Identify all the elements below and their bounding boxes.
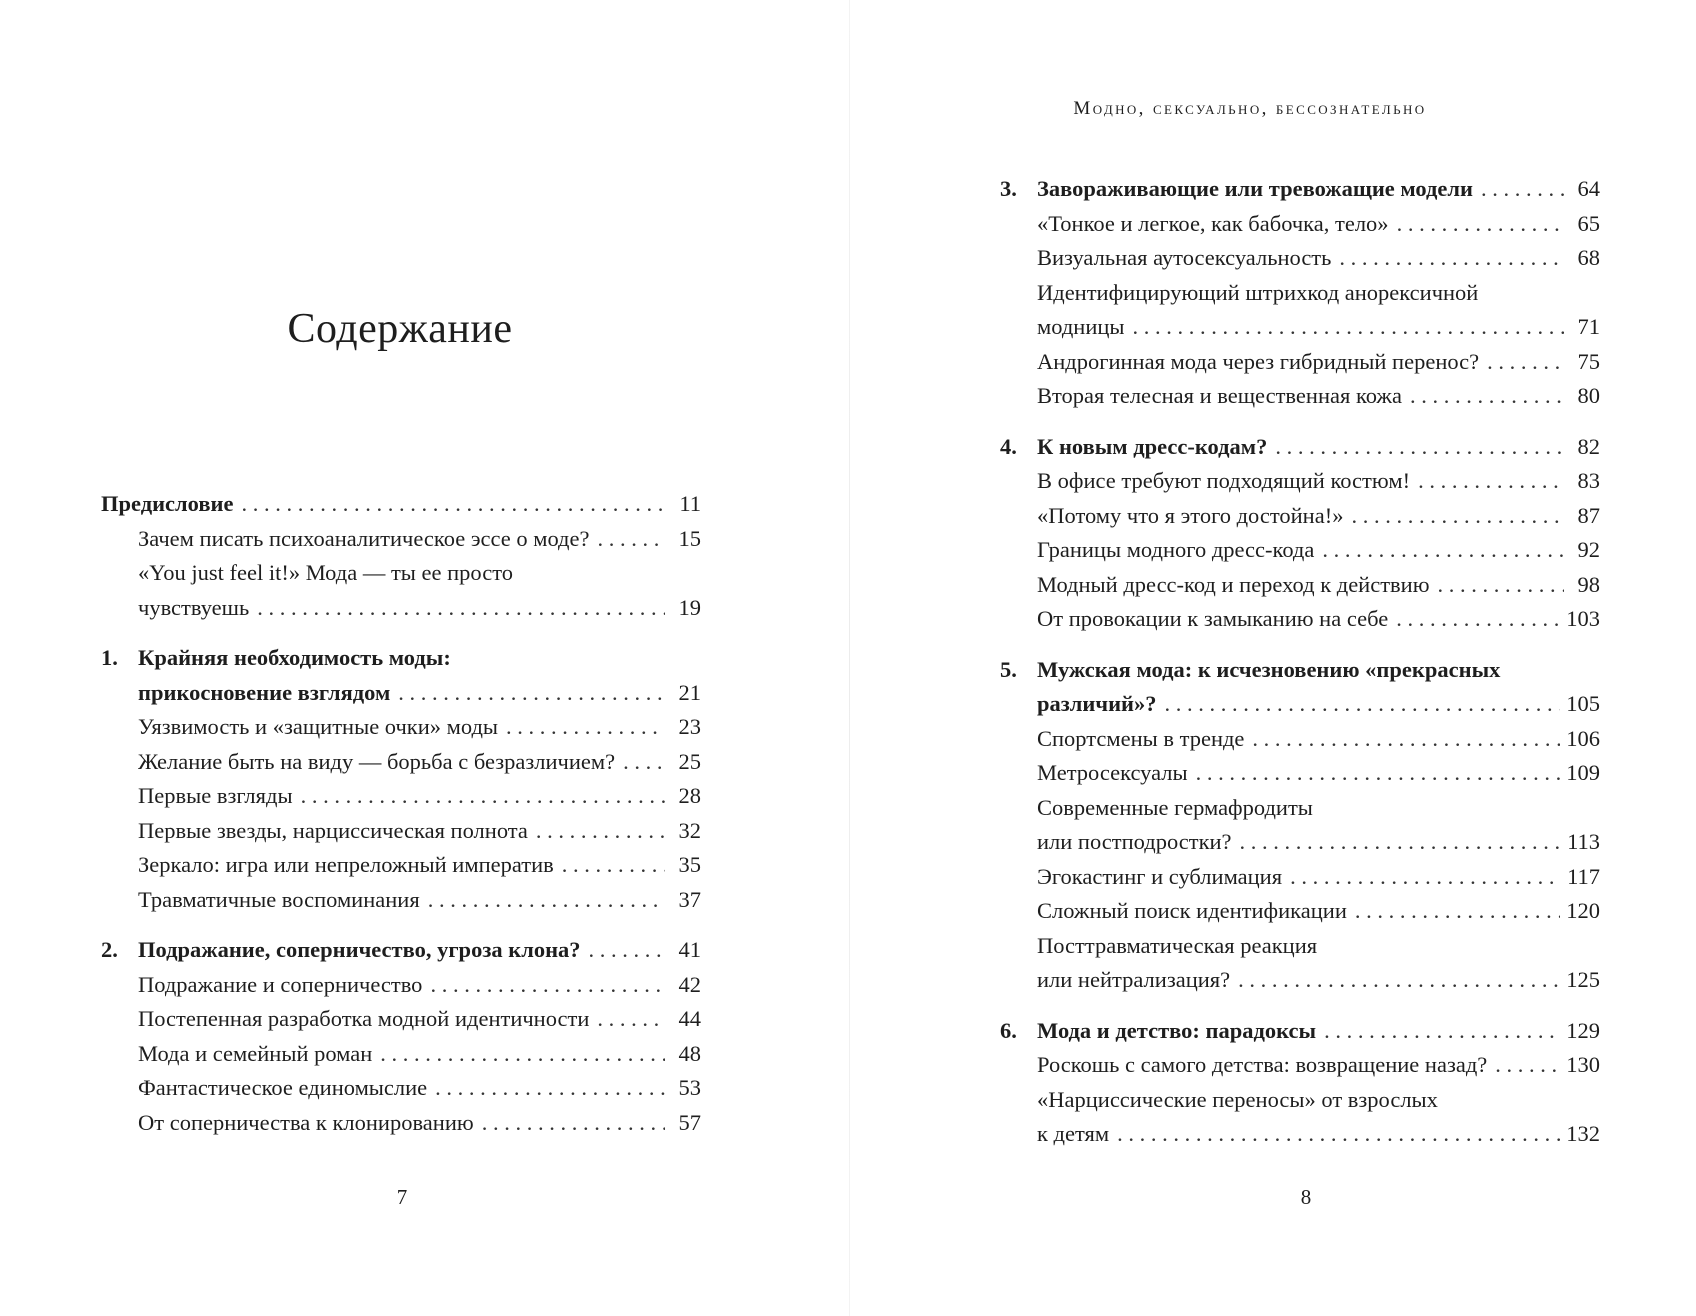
dot-leader — [1418, 464, 1564, 499]
section-line — [1000, 379, 1600, 414]
section-line — [1000, 894, 1600, 929]
page-number: 113 — [1567, 829, 1600, 854]
page-number: 19 — [678, 594, 701, 620]
section-title: Визуальная аутосексуальность — [1037, 245, 1332, 270]
dot-leader — [1410, 379, 1564, 414]
dot-leader — [301, 779, 665, 814]
section-title: Постепенная разработка модной идентичности — [138, 1006, 590, 1031]
dot-leader — [506, 710, 665, 745]
section-line — [1000, 345, 1600, 380]
section-line — [101, 848, 701, 883]
dot-leader — [623, 745, 665, 780]
page-number: 41 — [678, 937, 701, 962]
dot-leader — [1275, 430, 1564, 465]
folio-left: 7 — [396, 1185, 408, 1209]
dot-leader — [380, 1037, 665, 1072]
chapter-title: К новым дресс-кодам? — [1037, 433, 1268, 459]
page-number: 130 — [1566, 1052, 1600, 1077]
dot-leader — [257, 591, 665, 626]
page-gutter — [849, 0, 850, 1316]
page-number: 23 — [678, 714, 701, 739]
toc-chapter — [101, 487, 701, 625]
dot-leader — [597, 522, 665, 557]
chapter-title: Мода и детство: парадоксы — [1037, 1017, 1317, 1043]
dot-leader — [1117, 1117, 1560, 1152]
chapter-line — [1000, 430, 1600, 465]
toc-right — [1000, 172, 1600, 1168]
page-title: Содержание — [287, 306, 513, 352]
dot-leader — [1355, 894, 1560, 929]
chapter-title: различий»? — [1037, 691, 1157, 716]
page-number: 11 — [679, 491, 701, 516]
section-line — [1000, 499, 1600, 534]
dot-leader — [428, 883, 665, 918]
dot-leader — [1196, 756, 1561, 791]
section-title: Зеркало: игра или непреложный императив — [138, 852, 554, 877]
dot-leader — [597, 1002, 665, 1037]
toc-chapter — [1000, 430, 1600, 637]
section-line — [1000, 791, 1600, 826]
dot-leader — [482, 1106, 665, 1141]
section-line — [1000, 929, 1600, 964]
page-number: 92 — [1577, 537, 1600, 562]
section-title: Идентифицирующий штрихкод анорексичной — [1037, 279, 1479, 305]
toc-left — [101, 487, 701, 1156]
page-number: 120 — [1566, 898, 1600, 923]
dot-leader — [1495, 1048, 1560, 1083]
page-number: 48 — [678, 1040, 701, 1066]
dot-leader — [1487, 345, 1564, 380]
section-title: От соперничества к клонированию — [138, 1109, 474, 1135]
page-number: 28 — [678, 783, 701, 808]
dot-leader — [1165, 687, 1561, 722]
chapter-line — [1000, 1014, 1600, 1049]
page-number: 117 — [1567, 863, 1600, 889]
page-number: 68 — [1577, 245, 1600, 270]
chapter-line — [101, 487, 701, 522]
page-number: 82 — [1577, 433, 1600, 459]
dot-leader — [1133, 310, 1564, 345]
section-line — [101, 745, 701, 780]
chapter-title: Предисловие — [101, 491, 234, 516]
section-title: Желание быть на виду — борьба с безразличием? — [138, 748, 616, 774]
page-number: 87 — [1577, 502, 1600, 528]
page-number: 32 — [678, 817, 701, 843]
section-title: От провокации к замыканию на себе — [1037, 606, 1389, 631]
section-title: Травматичные воспоминания — [138, 886, 420, 912]
section-title: Границы модного дресс-кода — [1037, 537, 1315, 562]
dot-leader — [562, 848, 665, 883]
section-line — [101, 591, 701, 626]
page-number: 53 — [678, 1075, 701, 1100]
page-number: 42 — [678, 971, 701, 997]
section-title: В офисе требуют подходящий костюм! — [1037, 468, 1411, 493]
section-title: Посттравматическая реакция — [1037, 932, 1318, 958]
section-title: Фантастическое единомыслие — [138, 1075, 428, 1100]
section-line — [1000, 1083, 1600, 1118]
section-line — [1000, 533, 1600, 568]
page-number: 65 — [1577, 210, 1600, 236]
chapter-title: Мужская мода: к исчезновению «прекрасных — [1037, 656, 1501, 682]
page-number: 21 — [678, 679, 701, 705]
section-title: Вторая телесная и вещественная кожа — [1037, 383, 1402, 408]
running-head: Модно, сексуально, бессознательно — [1073, 98, 1427, 119]
page-number: 64 — [1577, 176, 1600, 201]
section-line — [1000, 464, 1600, 499]
dot-leader — [1240, 825, 1562, 860]
dot-leader — [1252, 722, 1560, 757]
chapter-line — [1000, 172, 1600, 207]
dot-leader — [1481, 172, 1564, 207]
chapter-line — [101, 933, 701, 968]
chapter-line — [101, 676, 701, 711]
dot-leader — [398, 676, 665, 711]
dot-leader — [1438, 568, 1564, 603]
chapter-title: Крайняя необходимость моды: — [138, 645, 451, 670]
section-line — [1000, 963, 1600, 998]
section-title: или постподростки? — [1037, 829, 1232, 854]
dot-leader — [536, 814, 665, 849]
section-line — [101, 814, 701, 849]
page-number: 37 — [678, 886, 701, 912]
dot-leader — [589, 933, 665, 968]
section-title: к детям — [1037, 1121, 1110, 1146]
page-number: 132 — [1566, 1121, 1600, 1146]
chapter-number: 4. — [1000, 433, 1017, 459]
section-title: Модный дресс-код и переход к действию — [1037, 571, 1430, 597]
toc-chapter — [1000, 1014, 1600, 1152]
section-title: Уязвимость и «защитные очки» моды — [138, 714, 499, 739]
dot-leader — [1396, 602, 1560, 637]
section-title: Эгокастинг и сублимация — [1037, 863, 1283, 889]
toc-chapter — [1000, 653, 1600, 998]
page-number: 125 — [1566, 967, 1600, 992]
section-title: Роскошь с самого детства: возвращение назад? — [1037, 1052, 1488, 1077]
page-number: 129 — [1566, 1017, 1600, 1043]
dot-leader — [435, 1071, 665, 1106]
section-line — [101, 883, 701, 918]
section-title: Спортсмены в тренде — [1037, 725, 1245, 751]
section-line — [101, 1106, 701, 1141]
dot-leader — [1290, 860, 1561, 895]
page-number: 71 — [1577, 314, 1600, 339]
dot-leader — [1324, 1014, 1560, 1049]
dot-leader — [1322, 533, 1564, 568]
toc-chapter — [1000, 172, 1600, 414]
page-number: 106 — [1566, 725, 1600, 751]
section-line — [1000, 207, 1600, 242]
page-number: 57 — [678, 1109, 701, 1135]
chapter-title: Завораживающие или тревожащие модели — [1037, 176, 1473, 201]
section-title: «Нарциссические переносы» от взрослых — [1037, 1086, 1438, 1112]
page-number: 103 — [1566, 606, 1600, 631]
dot-leader — [241, 487, 665, 522]
section-line — [1000, 568, 1600, 603]
section-title: Первые звезды, нарциссическая полнота — [138, 817, 528, 843]
dot-leader — [1397, 207, 1564, 242]
section-line — [1000, 756, 1600, 791]
dot-leader — [1339, 241, 1564, 276]
toc-chapter — [101, 641, 701, 917]
section-line — [1000, 1048, 1600, 1083]
page-number: 25 — [678, 748, 701, 774]
chapter-number: 5. — [1000, 656, 1017, 682]
section-title: Метросексуалы — [1037, 760, 1188, 785]
page-number: 35 — [678, 852, 701, 877]
section-line — [1000, 276, 1600, 311]
section-line — [101, 522, 701, 557]
section-title: Андрогинная мода через гибридный перенос? — [1037, 348, 1480, 374]
section-title: чувствуешь — [138, 594, 250, 620]
page-number: 109 — [1566, 760, 1600, 785]
section-title: Сложный поиск идентификации — [1037, 898, 1347, 923]
folio-right: 8 — [1300, 1185, 1312, 1209]
toc-chapter — [101, 933, 701, 1140]
section-title: «Потому что я этого достойна!» — [1037, 502, 1344, 528]
section-title: Первые взгляды — [138, 783, 293, 808]
section-line — [1000, 722, 1600, 757]
section-line — [101, 1002, 701, 1037]
page-number: 15 — [678, 525, 701, 551]
section-line — [1000, 825, 1600, 860]
chapter-number: 6. — [1000, 1017, 1017, 1043]
dot-leader — [1238, 963, 1560, 998]
section-title: «You just feel it!» Мода — ты ее просто — [138, 560, 513, 585]
chapter-number: 3. — [1000, 176, 1017, 201]
chapter-line — [1000, 687, 1600, 722]
section-title: или нейтрализация? — [1037, 967, 1231, 992]
section-title: Зачем писать психоаналитическое эссе о моде? — [138, 525, 590, 551]
section-line — [1000, 241, 1600, 276]
chapter-title: прикосновение взглядом — [138, 679, 391, 705]
page-number: 105 — [1566, 691, 1600, 716]
section-line — [101, 1071, 701, 1106]
section-line — [1000, 602, 1600, 637]
section-line — [101, 779, 701, 814]
section-line — [101, 1037, 701, 1072]
chapter-number: 2. — [101, 937, 118, 962]
section-title: модницы — [1037, 314, 1125, 339]
section-line — [1000, 860, 1600, 895]
section-title: Подражание и соперничество — [138, 971, 423, 997]
dot-leader — [1351, 499, 1564, 534]
page-number: 98 — [1577, 571, 1600, 597]
chapter-title: Подражание, соперничество, угроза клона? — [138, 937, 581, 962]
page-number: 44 — [678, 1006, 701, 1031]
chapter-line — [101, 641, 701, 676]
section-line — [1000, 310, 1600, 345]
chapter-line — [1000, 653, 1600, 688]
section-line — [101, 710, 701, 745]
section-title: Современные гермафродиты — [1037, 794, 1313, 820]
page-number: 83 — [1577, 468, 1600, 493]
section-title: «Тонкое и легкое, как бабочка, тело» — [1037, 210, 1389, 236]
section-title: Мода и семейный роман — [138, 1040, 373, 1066]
dot-leader — [430, 968, 665, 1003]
section-line — [101, 968, 701, 1003]
page-number: 75 — [1577, 348, 1600, 374]
page-number: 80 — [1577, 383, 1600, 408]
section-line — [101, 556, 701, 591]
section-line — [1000, 1117, 1600, 1152]
chapter-number: 1. — [101, 645, 118, 670]
